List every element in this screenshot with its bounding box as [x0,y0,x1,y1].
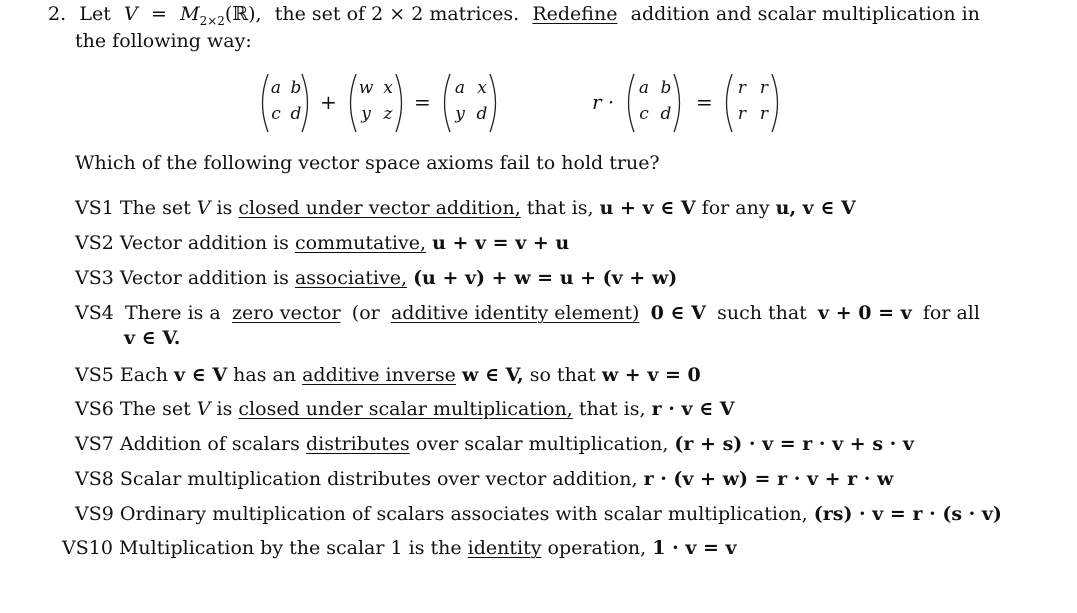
axiom-text: (or [351,302,380,324]
math-expression: u + v ∈ V [599,197,696,219]
math-expression: (rs) · v = r · (s · v) [813,503,1002,525]
axiom-label: VS8 [75,468,114,490]
axiom-text: such that [717,302,807,324]
math-expression: (u + v) + w = u + (v + w) [413,267,678,289]
cell-c: y [455,104,465,124]
definition-equations [240,72,840,134]
closed-under-vector-addition-link[interactable]: closed under vector addition, [238,197,521,219]
intro-V: V [124,3,138,25]
matrix-add-left [256,72,312,134]
cell-b: x [383,78,393,98]
cell-d: z [383,104,393,124]
additive-inverse-link[interactable]: additive inverse [302,364,456,386]
math-expression: v ∈ V [174,364,228,386]
axiom-vs3 [75,266,677,290]
cell-b: x [477,78,487,98]
axiom-label: VS7 [75,433,114,455]
math-expression: v + 0 = v [818,302,912,324]
cell-d: d [476,104,488,124]
redefine-link[interactable]: Redefine [532,3,618,25]
left-paren-icon [438,72,452,134]
associative-link[interactable]: associative, [294,267,408,289]
scalar-r: r · [592,90,615,114]
left-paren-icon [344,72,358,134]
intro-let: Let [79,3,111,25]
axiom-vs4-line2: v ∈ V. [124,327,181,349]
cell-a: a [638,78,650,98]
axiom-vs4 [75,301,980,325]
matrix-scalar-input [622,72,678,134]
cell-c: y [361,104,371,124]
left-paren-icon [720,72,734,134]
math-expression: w ∈ V, [461,364,524,386]
math-expression: w + v = 0 [601,364,701,386]
math-expression: r · v ∈ V [651,398,735,420]
cell-c: c [271,104,281,124]
right-paren-icon [394,72,408,134]
axiom-vs8 [75,467,893,491]
cell-a: a [270,78,282,98]
cell-c: c [639,104,649,124]
problem-intro-line2: the following way: [75,30,252,52]
axiom-text: Scalar multiplication distributes over vector addition, [119,468,638,490]
equals-sign: = [414,90,431,114]
cell-b: r [759,78,769,98]
intro-rest2: addition and scalar multiplication in [630,3,980,25]
axiom-text: for all [922,302,980,324]
plus-sign: + [320,90,337,114]
intro-R: (ℝ), [224,3,262,25]
closed-under-scalar-multiplication-link[interactable]: closed under scalar multiplication, [238,398,573,420]
axiom-text: Multiplication by the scalar 1 is the [118,537,462,559]
equals-sign: = [696,90,713,114]
axiom-label: VS9 [75,503,114,525]
commutative-link[interactable]: commutative, [294,232,427,254]
math-var: V [196,197,211,219]
axiom-text: Vector addition is [119,232,289,254]
right-paren-icon [672,72,686,134]
cell-a: r [737,78,747,98]
axiom-text: Addition of scalars [119,433,300,455]
intro-rest: the set of 2 × 2 matrices. [274,3,520,25]
right-paren-icon [300,72,314,134]
axiom-label: VS2 [75,232,114,254]
axiom-vs5 [75,363,701,387]
axiom-text: The set [119,398,191,420]
matrix-scalar-result [720,72,776,134]
right-paren-icon [770,72,784,134]
right-paren-icon [488,72,502,134]
cell-d: d [290,104,302,124]
axiom-vs2 [75,231,569,255]
cell-c: r [737,104,747,124]
axiom-text: Ordinary multiplication of scalars associates with scalar multiplication, [119,503,808,525]
axiom-text: that is, [578,398,646,420]
axiom-text: There is a [125,302,221,324]
axiom-text: is [216,197,233,219]
axiom-vs10 [62,536,737,560]
math-expression: 1 · v = v [652,537,737,559]
question-text: Which of the following vector space axioms fail to hold true? [75,152,660,174]
distributes-link[interactable]: distributes [305,433,410,455]
axiom-vs7 [75,432,914,456]
axiom-label: VS1 [75,197,114,219]
axiom-label: VS10 [62,537,113,559]
matrix-add-result [438,72,494,134]
axiom-text: operation, [547,537,647,559]
zero-vector-link[interactable]: zero vector [231,302,341,324]
cell-b: b [660,78,672,98]
axiom-text: The set [119,197,191,219]
math-expression: u + v = v + u [432,232,570,254]
cell-a: a [454,78,466,98]
axiom-text: that is, [526,197,594,219]
axiom-label: VS4 [75,302,114,324]
matrix-add-right [344,72,400,134]
axiom-text: Each [119,364,168,386]
axiom-label: VS6 [75,398,114,420]
intro-M: M [180,3,200,25]
cell-b: b [290,78,302,98]
cell-a: w [358,78,374,98]
axiom-label: VS3 [75,267,114,289]
axiom-text: Vector addition is [119,267,289,289]
identity-link[interactable]: identity [467,537,542,559]
cell-d: d [660,104,672,124]
axiom-label: VS5 [75,364,114,386]
left-paren-icon [622,72,636,134]
axiom-text: for any [701,197,770,219]
axiom-text: has an [233,364,297,386]
cell-d: r [759,104,769,124]
intro-equals: = [150,3,167,25]
math-var: V [196,398,211,420]
math-expression: (r + s) · v = r · v + s · v [674,433,914,455]
axiom-text: is [216,398,233,420]
axiom-text: so that [529,364,596,386]
math-expression: r · (v + w) = r · v + r · w [643,468,894,490]
intro-M-sub: 2×2 [199,13,225,28]
axiom-text: over scalar multiplication, [415,433,669,455]
axiom-vs6 [75,397,735,421]
math-expression: u, v ∈ V [775,197,856,219]
problem-number: 2. [48,3,67,25]
axiom-vs9 [75,502,1002,526]
axiom-vs1 [75,196,856,220]
additive-identity-link[interactable]: additive identity element) [390,302,640,324]
math-expression: 0 ∈ V [650,302,706,324]
